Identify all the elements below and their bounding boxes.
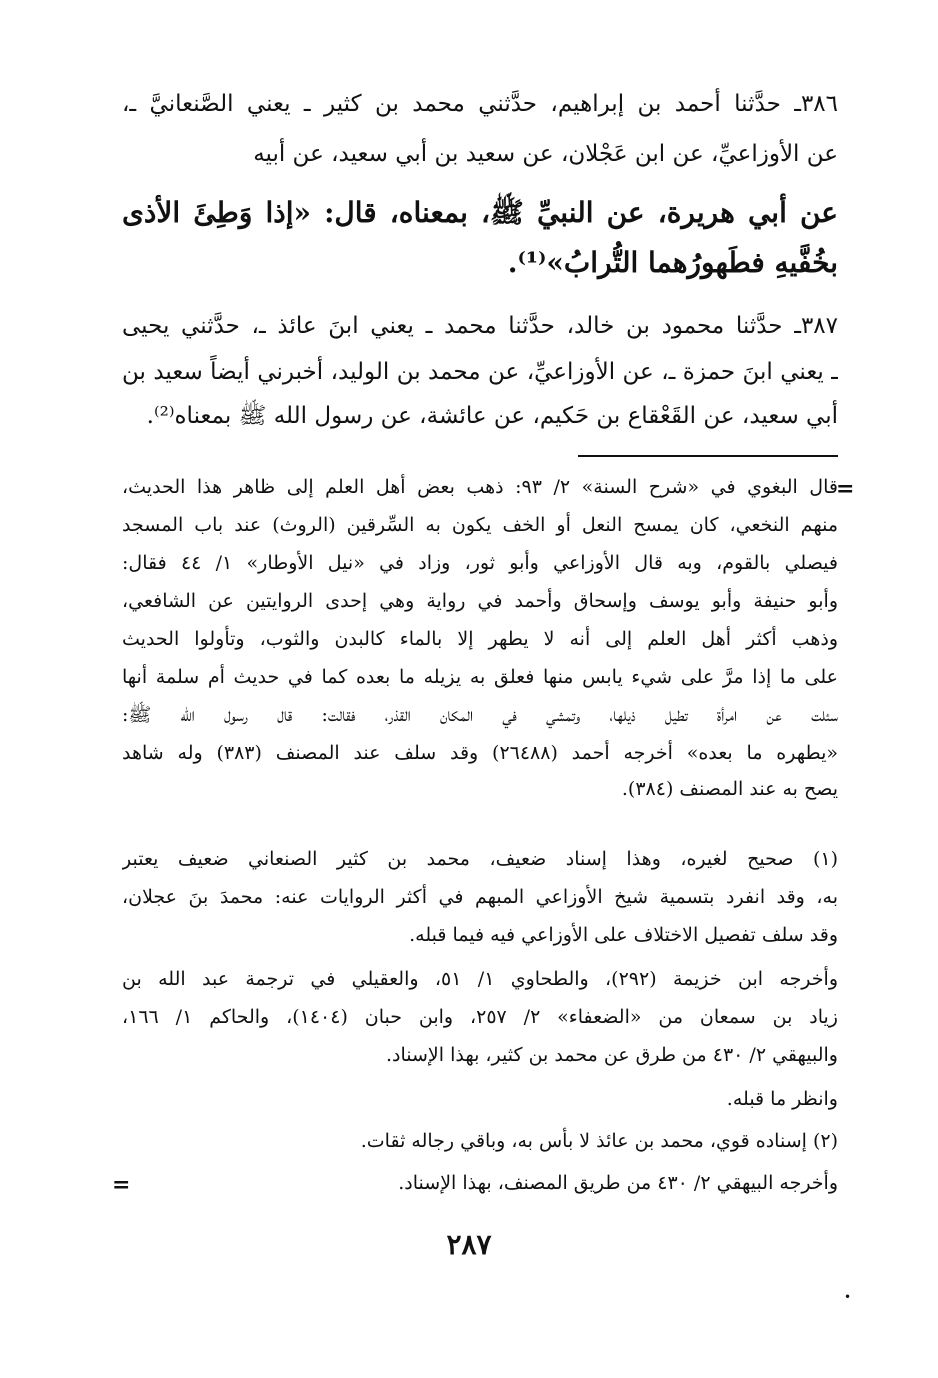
hadith-386-matn-line-2: بخُفَّيهِ فطَهورُهما التُّرابُ»⁽¹⁾. — [507, 246, 838, 279]
footnote-continued-line-5: وذهب أكثر أهل العلم إلى أنه لا يطهر إلا بالماء كالبدن والثوب، وتأولوا الحديث — [122, 628, 838, 650]
footnote-2-line-1: (٢) إسناده قوي، محمد بن عائذ لا بأس به، وباقي رجاله ثقات. — [360, 1130, 838, 1152]
hadith-386-line-1: ٣٨٦ـ حدَّثنا أحمد بن إبراهيم، حدَّثني محمد بن كثير ـ يعني الصَّنعانيَّ ـ، — [122, 91, 838, 117]
footnote-continued-line-1: قال البغوي في «شرح السنة» ٢/ ٩٣: ذهب بعض أهل العلم إلى ظاهر هذا الحديث، — [122, 476, 838, 498]
footnote-1c: وانظر ما قبله. — [726, 1088, 838, 1110]
hadith-387-line-1: ٣٨٧ـ حدَّثنا محمود بن خالد، حدَّثنا محمد ـ يعني ابنَ عائذ ـ، حدَّثني يحيى — [122, 313, 838, 339]
page-number: ٢٨٧ — [446, 1228, 492, 1261]
scan-speck: • — [844, 1290, 852, 1304]
footnote-continued-line-8: «يطهره ما بعده» أخرجه أحمد (٢٦٤٨٨) وقد سلف عند المصنف (٣٨٣) وله شاهد — [122, 742, 838, 764]
hadith-387-line-3: أبي سعيد، عن القَعْقاع بن حَكيم، عن عائشة، عن رسول الله ﷺ بمعناه⁽²⁾. — [146, 403, 838, 429]
hadith-387-line-2: ـ يعني ابنَ حمزة ـ، عن الأوزاعيِّ، عن محمد بن الوليد، أخبرني أيضاً سعيد بن — [122, 359, 838, 385]
footnote-continued-line-4: وأبو حنيفة وأبو يوسف وإسحاق وأحمد في رواية وهي إحدى الروايتين عن الشافعي، — [122, 590, 838, 612]
hadith-386-matn-line-1: عن أبي هريرة، عن النبيِّ ﷺ، بمعناه، قال: «إذا وَطِئَ الأذى — [122, 196, 838, 229]
hadith-386-line-2: عن الأوزاعيِّ، عن ابن عَجْلان، عن سعيد بن أبي سعيد، عن أبيه — [253, 141, 838, 167]
footnote-continued-line-2: منهم النخعي، كان يمسح النعل أو الخف يكون به السِّرقين (الروث) عند باب المسجد — [122, 514, 838, 536]
footnote-separator — [578, 455, 838, 457]
footnote-continued-line-9: يصح به عند المصنف (٣٨٤). — [621, 778, 838, 800]
footnote-1b-line-1: وأخرجه ابن خزيمة (٢٩٢)، والطحاوي ١/ ٥١، والعقيلي في ترجمة عبد الله بن — [122, 968, 838, 990]
footnote-1-line-2: به، وقد انفرد بتسمية شيخ الأوزاعي المبهم في أكثر الروايات عنه: محمدَ بنَ عجلان، — [122, 886, 838, 908]
footnote-continued-line-6: على ما إذا مرَّ على شيء يابس منها فعلق به يزيله ما بعده كما في حديث أم سلمة أنها — [122, 666, 838, 688]
footnote-1b-line-3: والبيهقي ٢/ ٤٣٠ من طرق عن محمد بن كثير، بهذا الإسناد. — [385, 1044, 838, 1066]
continuation-marker: = — [836, 476, 855, 502]
footnote-1-line-3: وقد سلف تفصيل الاختلاف على الأوزاعي فيه فيما قبله. — [409, 924, 838, 946]
footnote-1b-line-2: زياد بن سمعان من «الضعفاء» ٢/ ٢٥٧، وابن حبان (١٤٠٤)، والحاكم ١/ ١٦٦، — [122, 1006, 838, 1028]
footnote-2-line-2: وأخرجه البيهقي ٢/ ٤٣٠ من طريق المصنف، بهذا الإسناد. — [398, 1172, 838, 1194]
footnote-continued-line-3: فيصلي بالقوم، وبه قال الأوزاعي وأبو ثور، وزاد في «نيل الأوطار» ١/ ٤٤ فقال: — [122, 552, 838, 574]
footnote-continued-line-7: سئلت عن امرأة تطيل ذيلها، وتمشي في المكان القذر، فقالت: قال رسول الله ﷺ: — [122, 704, 838, 726]
footnote-1-line-1: (١) صحيح لغيره، وهذا إسناد ضعيف، محمد بن كثير الصنعاني ضعيف يعتبر — [122, 848, 838, 870]
next-page-marker: = — [112, 1172, 131, 1198]
